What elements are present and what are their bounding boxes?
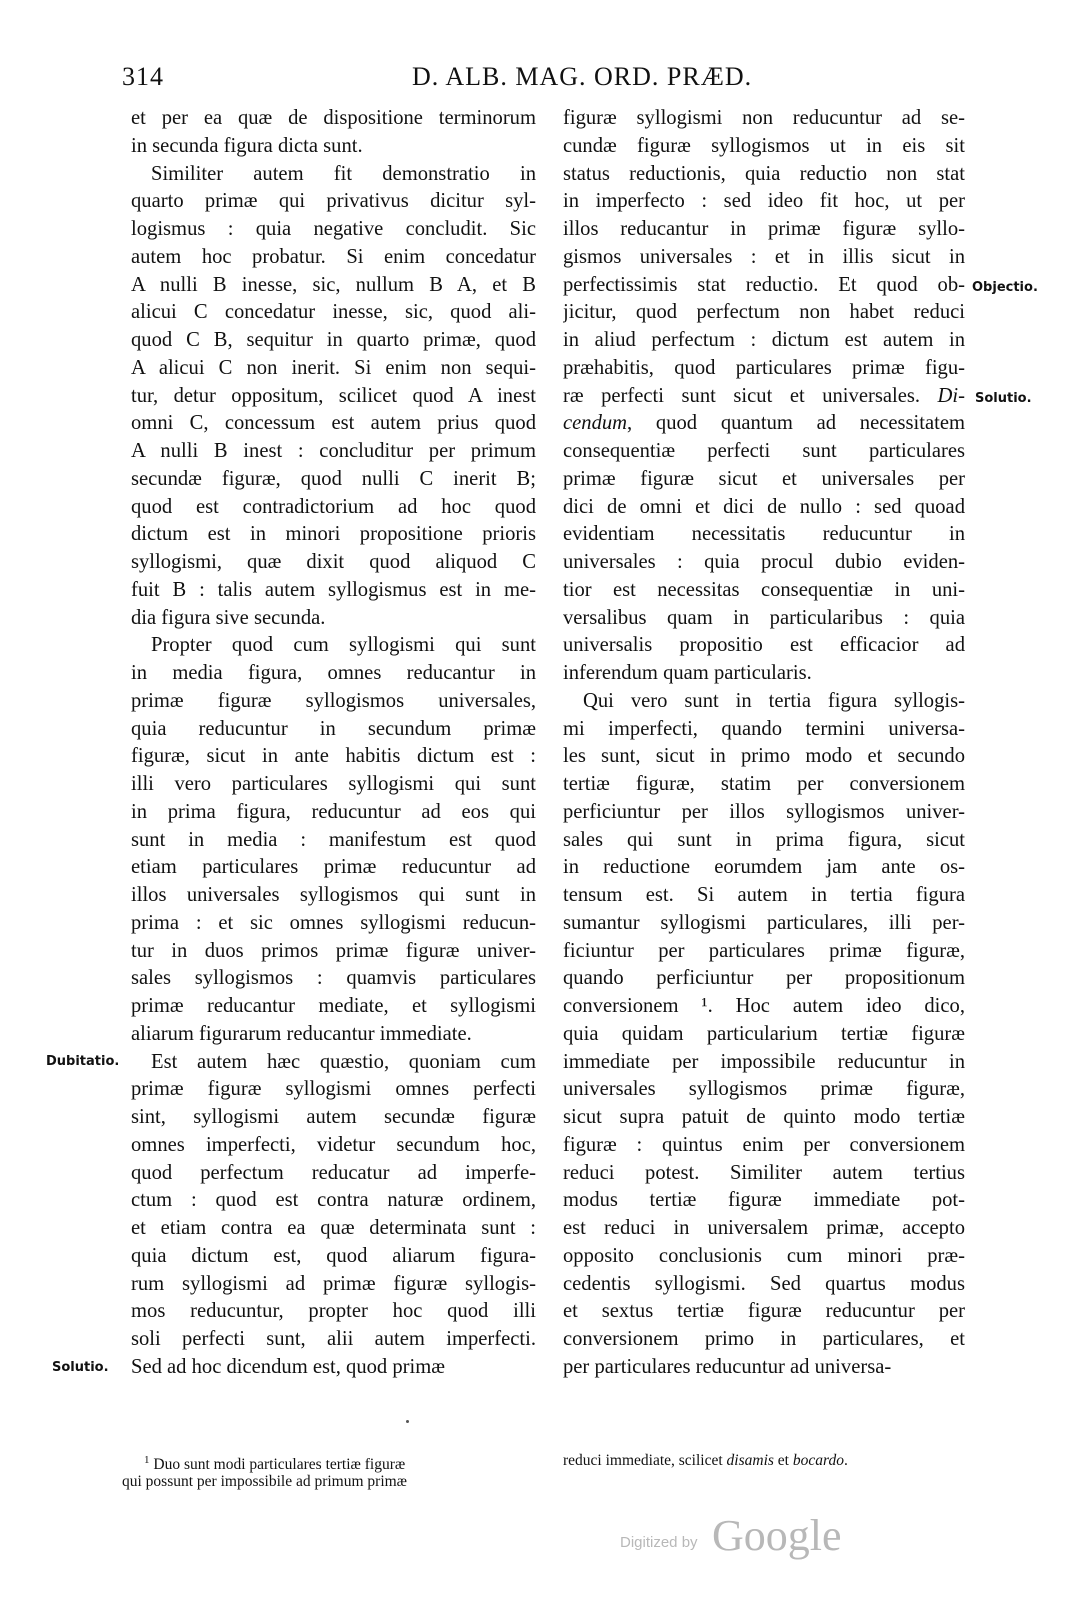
left-column-line: figuræ, sicut in ante habitis dictum est : <box>131 745 536 768</box>
margin-note-dubitatio: Dubitatio. <box>46 1054 120 1069</box>
right-column-line: gismos universales : et in illis sicut in <box>563 245 965 268</box>
right-column-line: les sunt, sicut in primo modo et secundo <box>563 745 965 768</box>
right-column-line: illos reducantur in primæ figuræ syllo- <box>563 218 965 240</box>
left-column-line: illi vero particulares syllogismi qui sunt <box>131 773 536 795</box>
left-column-line: sint, syllogismi autem secundæ figuræ <box>131 1106 536 1128</box>
right-column-line: conversionem primo in particulares, et <box>563 1328 965 1350</box>
margin-note-solutio-left: Solutio. <box>52 1360 109 1375</box>
footnote-right <box>563 1450 965 1471</box>
right-column-line: quia quidam particularium tertiæ figuræ <box>563 1022 965 1045</box>
left-column-line: dictum est in minori propositione prioris <box>131 523 536 546</box>
right-column-line: evidentiam necessitatis reducuntur in <box>563 523 965 546</box>
page-number: 314 <box>122 62 164 91</box>
right-column-line: conversionem ¹. Hoc autem ideo dico, <box>563 995 965 1017</box>
right-column-line: sumantur syllogismi particulares, illi per- <box>563 911 965 934</box>
left-column-line: fuit B : talis autem syllogismus est in me- <box>131 578 536 601</box>
left-column-line: primæ reducantur mediate, et syllogismi <box>131 995 536 1017</box>
right-column-line: quando perficiuntur per propositionum <box>563 967 965 990</box>
left-column-line: illos universales syllogismos qui sunt in <box>131 884 536 906</box>
italic-word: Di- <box>937 384 965 407</box>
footnote-mark: 1 <box>144 1454 150 1466</box>
left-column-line: sales syllogismos : quamvis particulares <box>131 967 536 990</box>
left-column-line: Propter quod cum syllogismi qui sunt <box>151 634 536 657</box>
footnote-term-disamis: disamis <box>726 1452 774 1469</box>
left-column-line: omni C, concessum est autem prius quod <box>131 412 536 435</box>
right-column-line: tior est necessitas consequentiæ in uni- <box>563 578 965 601</box>
right-column-line: est reduci in universalem primæ, accepto <box>563 1217 965 1239</box>
left-column-line: in secunda figura dicta sunt. <box>131 134 363 157</box>
right-column-line: consequentiæ perfecti sunt particulares <box>563 440 965 462</box>
left-column <box>131 105 536 1382</box>
left-column-line: omnes imperfecti, videtur secundum hoc, <box>131 1133 536 1156</box>
left-column-line: in prima figura, reducuntur ad eos qui <box>131 800 536 823</box>
left-column-line: et per ea quæ de dispositione terminorum <box>131 107 536 129</box>
left-column-line: in media figura, omnes reducantur in <box>131 662 536 684</box>
right-column-line: ficiuntur per particulares primæ figuræ, <box>563 939 965 962</box>
left-column-line: etiam particulares primæ reducuntur ad <box>131 856 536 879</box>
left-column-line: soli perfecti sunt, alii autem imperfecti. <box>131 1328 536 1350</box>
left-column-line: syllogismi, quæ dixit quod aliquod C <box>131 551 536 573</box>
right-column-line: universales : quia procul dubio eviden- <box>563 551 965 573</box>
right-column-line: sales qui sunt in prima figura, sicut <box>563 828 965 851</box>
left-column-line: primæ figuræ syllogismos universales, <box>131 689 536 712</box>
left-column-line: quod perfectum reducatur ad imperfe- <box>131 1161 536 1184</box>
right-column-line: tensum est. Si autem in tertia figura <box>563 884 965 906</box>
left-column-line: primæ figuræ syllogismi omnes perfecti <box>131 1078 536 1101</box>
right-column <box>563 105 965 1382</box>
right-column-line: immediate per impossibile reducuntur in <box>563 1050 965 1073</box>
right-column-line: primæ figuræ sicut et universales per <box>563 467 965 490</box>
right-column-line: perfectissimis stat reductio. Et quod ob- <box>563 273 965 296</box>
page-header <box>122 62 964 98</box>
left-column-line: Sed ad hoc dicendum est, quod primæ <box>131 1355 446 1378</box>
right-column-line: figuræ : quintus enim per conversionem <box>563 1133 965 1156</box>
left-column-line: quia reducuntur in secundum primæ <box>131 717 536 740</box>
left-column-line: sunt in media : manifestum est quod <box>131 828 536 851</box>
footnote-line-3 <box>563 1450 965 1471</box>
left-column-line: tur in duos primos primæ figuræ univer- <box>131 939 536 962</box>
right-column-line: inferendum quam particularis. <box>563 662 812 684</box>
right-column-line: in imperfecto : sed ideo fit hoc, ut per <box>563 190 965 213</box>
italic-word: cendum <box>563 412 628 435</box>
left-column-line: prima : et sic omnes syllogismi reducun- <box>131 911 536 934</box>
right-column-line: opposito conclusionis cum minori præ- <box>563 1244 965 1267</box>
left-column-line: Similiter autem fit demonstratio in <box>151 162 536 185</box>
right-column-line: versalibus quam in particularibus : quia <box>563 606 965 629</box>
right-column-line: reduci potest. Similiter autem tertius <box>563 1161 965 1184</box>
left-column-line: et etiam contra ea quæ determinata sunt : <box>131 1217 536 1239</box>
right-column-line: universales syllogismos primæ figuræ, <box>563 1078 965 1101</box>
right-column-line: præhabitis, quod particulares primæ figu- <box>563 356 965 379</box>
left-column-line: rum syllogismi ad primæ figuræ syllogis- <box>131 1272 536 1295</box>
right-column-line: dici de omni et dici de nullo : sed quoad <box>563 495 965 518</box>
right-column-line: status reductionis, quia reductio non stat <box>563 162 965 185</box>
left-column-line: secundæ figuræ, quod nulli C inerit B; <box>131 467 536 490</box>
left-column-line: quod est contradictorium ad hoc quod <box>131 495 536 518</box>
right-column-line: et sextus tertiæ figuræ reducuntur per <box>563 1300 965 1323</box>
right-column-line: mi imperfecti, quando termini universa- <box>563 717 965 740</box>
left-column-line: logismus : quia negative concludit. Sic <box>131 218 536 240</box>
right-column-line: cundæ figuræ syllogismos ut in eis sit <box>563 134 965 157</box>
right-column-line: universalis propositio est efficacior ad <box>563 634 965 657</box>
footnote-conjunction: et <box>773 1452 793 1469</box>
footnote-line-1 <box>122 1450 542 1474</box>
google-logo: Google <box>712 1511 842 1560</box>
left-column-line: quod C B, sequitur in quarto primæ, quod <box>131 329 536 351</box>
footnote-text-3: reduci immediate, scilicet <box>563 1452 727 1469</box>
right-column-line: sicut supra patuit de quinto modo tertiæ <box>563 1106 965 1128</box>
right-column-line: modus tertiæ figuræ immediate pot- <box>563 1189 965 1212</box>
running-title: D. ALB. MAG. ORD. PRÆD. <box>412 62 753 91</box>
left-column-line: tur, detur oppositum, scilicet quod A inest <box>131 384 536 407</box>
right-column-line: in aliud perfectum : dictum est autem in <box>563 329 965 351</box>
left-column-line: autem hoc probatur. Si enim concedatur <box>131 245 536 268</box>
left-column-line: quarto primæ qui privativus dicitur syl- <box>131 190 536 213</box>
watermark-caption: Digitized by <box>620 1534 698 1551</box>
footnote-left <box>122 1450 542 1492</box>
margin-note-objectio: Objectio. <box>972 280 1038 295</box>
left-column-line: Est autem hæc quæstio, quoniam cum <box>151 1050 536 1073</box>
footnote-text-1: Duo sunt modi particulares tertiæ figuræ <box>153 1456 406 1474</box>
left-column-line: alicui C concedatur inesse, sic, quod ali- <box>131 301 536 324</box>
right-column-line: cedentis syllogismi. Sed quartus modus <box>563 1272 965 1295</box>
left-column-line: A alicui C non inerit. Si enim non sequi- <box>131 356 536 379</box>
margin-note-solutio-right: Solutio. <box>975 391 1032 406</box>
left-column-line: mos reducuntur, propter hoc quod illi <box>131 1300 536 1323</box>
footnote-term-bocardo: bocardo <box>792 1452 844 1469</box>
right-column-line: ræ perfecti sunt sicut et universales. Di- <box>563 384 965 407</box>
left-column-line: ctum : quod est contra naturæ ordinem, <box>131 1189 536 1212</box>
left-column-line: aliarum figurarum reducantur immediate. <box>131 1022 472 1045</box>
right-column-line: in reductione eorumdem jam ante os- <box>563 856 965 879</box>
right-column-line: figuræ syllogismi non reducuntur ad se- <box>563 107 965 129</box>
right-column-line: cendum, quod quantum ad necessitatem <box>563 412 965 435</box>
stray-dot <box>406 1420 409 1423</box>
left-column-line: quia dictum est, quod aliarum figura- <box>131 1244 536 1267</box>
footnote-line-2: qui possunt per impossibile ad primum primæ <box>122 1473 408 1490</box>
right-column-line: Qui vero sunt in tertia figura syllogis- <box>583 689 965 712</box>
right-column-line: perficiuntur per illos syllogismos univer- <box>563 800 965 823</box>
right-column-line: per particulares reducuntur ad universa- <box>563 1355 892 1378</box>
left-column-line: A nulli B inest : concluditur per primum <box>131 440 536 462</box>
left-column-line: dia figura sive secunda. <box>131 606 326 629</box>
left-column-line: A nulli B inesse, sic, nullum B A, et B <box>131 273 536 296</box>
footnote-period: . <box>843 1452 848 1469</box>
right-column-line: jicitur, quod perfectum non habet reduci <box>563 301 965 324</box>
right-column-line: tertiæ figuræ, statim per conversionem <box>563 773 965 795</box>
